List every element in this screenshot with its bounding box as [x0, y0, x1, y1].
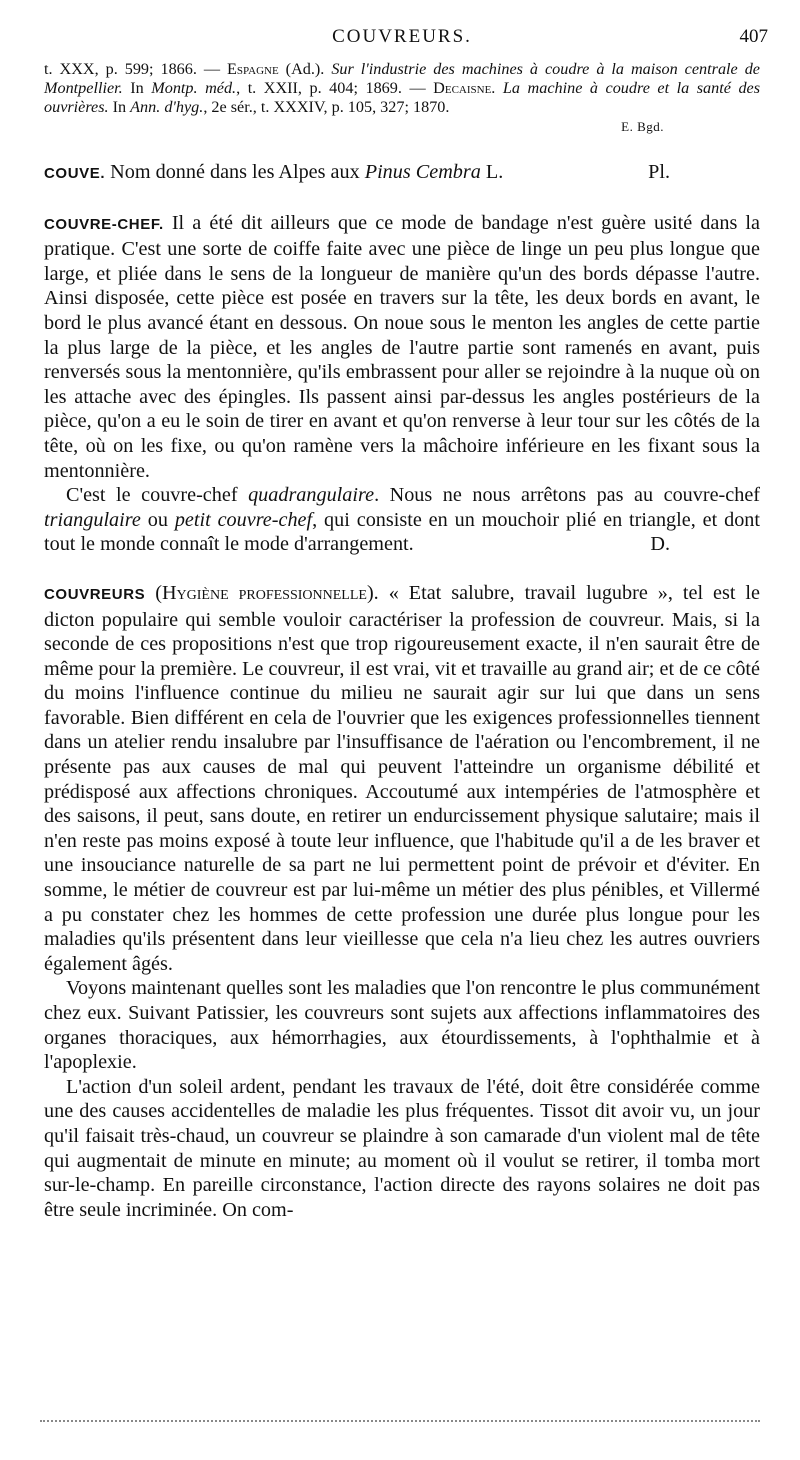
entry-paragraph: L'action d'un soleil ardent, pendant les travaux de l'été, doit être considérée comme une des causes accidentelles de maladie les plus fréquentes. Tissot dit avoir vu, un jour qu'il faisait très-chaud, un couvreur se plaindre à son camarade d'un violent mal de tête qui augmentait de minute en minute; au moment où il voulut se retirer, il tomba mort sur-le-champ. En pareille circonstance, l'action directe des rayons solaires ne doit pas être seule incriminée. On com-	[44, 1075, 760, 1221]
entry-text: ou	[140, 508, 175, 531]
entry-text: , qui consiste en un mouchoir plié en triangle, et dont tout le monde connaît le mode d'arrangement.	[44, 508, 761, 556]
biblio-text: , 2e sér., t. XXXIV, p. 105, 327; 1870.	[203, 98, 450, 116]
entry-couve-text	[44, 160, 760, 187]
bibliography-continuation	[44, 60, 760, 136]
biblio-signature: E. Bgd.	[621, 119, 664, 134]
biblio-text: , t. XXII, p. 404; 1869. —	[236, 79, 434, 97]
author-signature: Pl.	[648, 161, 670, 183]
entry-text: L.	[480, 161, 504, 183]
entry-text: « Etat salubre, travail lugubre », tel est le dicton populaire qui semble vouloir caractériser la profession de couvreur. Mais, si la seconde de ces propositions n'est que trop rigoureusement exacte, il n'en saurait être de même pour la première. Le couvreur, il est vrai, vit et travaille au grand air; et de ce côté du moins l'influence continue du milieu ne saurait agir sur lui que dans un sens favorable. Bien différent en cela de l'ouvrier que les exigences professionnelles tiennent dans un atelier rendu insalubre par l'insuffisance de l'aération ou l'encombrement, il ne présente pas aux causes de mal qui peuvent l'atteindre un organisme débilité et prédisposé aux affections chroniques. Accoutumé aux intempéries de l'atmosphère et des saisons, il peut, sans doute, en retirer un endurcissement physique salutaire; mais il n'en reste pas moins exposé à toute leur influence, que l'habitude qu'il a de les braver et une insouciance naturelle de sa part ne lui permettent point de prévoir et d'éviter. En somme, le métier de couvreur est par lui-même un métier des plus pénibles, et Villermé a pu constater chez les hommes de cette profession une durée plus longue pour les maladies qu'ils présentent dans leur vieillesse que cela n'a lieu chez les autres ouvriers également âgés.	[44, 581, 761, 975]
biblio-text: In	[108, 98, 131, 116]
subheading: (Hygiène professionnelle).	[155, 581, 379, 604]
running-head	[44, 26, 768, 56]
headword: COUVRE-CHEF.	[44, 215, 164, 233]
entry-couvre-chef	[44, 211, 760, 557]
page-number: 407	[739, 26, 768, 47]
biblio-text: (Ad.).	[278, 60, 332, 78]
biblio-author: Decaisne.	[433, 79, 496, 97]
entry-text: C'est le couvre-chef	[66, 484, 249, 507]
entry-couve	[44, 160, 760, 187]
biblio-title: La machine à coudre et la santé des ouvrières.	[44, 79, 761, 116]
entry-emphasis: triangulaire	[44, 508, 141, 531]
biblio-journal: Ann. d'hyg.	[130, 98, 204, 116]
running-title: COUVREURS.	[332, 26, 472, 47]
entry-couvreurs	[44, 581, 760, 1222]
biblio-title: Sur l'industrie des machines à coudre à la maison centrale de Montpellier.	[44, 60, 760, 97]
author-signature: D.	[650, 533, 670, 556]
biblio-text: t. XXX, p. 599; 1866. —	[44, 60, 228, 78]
biblio-journal: Montp. méd.	[151, 79, 237, 97]
entry-text: Nom donné dans les Alpes aux	[105, 161, 365, 183]
footer-dotted-rule	[40, 1420, 760, 1424]
entry-emphasis: petit couvre-chef	[174, 508, 313, 531]
entry-paragraph	[44, 581, 760, 977]
species-name: Pinus Cembra	[364, 161, 481, 183]
entry-paragraph: Voyons maintenant quelles sont les maladies que l'on rencontre le plus communément chez eux. Suivant Patissier, les couvreurs sont sujets aux affections inflammatoires des organes thoraciques, aux hémorrhagies, aux étourdissements, à l'ophthalmie et à l'apoplexie.	[44, 977, 760, 1074]
biblio-text: In	[122, 79, 152, 97]
entry-text: . Nous ne nous arrêtons pas au couvre-chef	[374, 484, 760, 507]
biblio-author: Espagne	[227, 60, 279, 78]
biblio-text	[495, 79, 503, 97]
headword: COUVE.	[44, 165, 106, 182]
headword: COUVREURS	[44, 585, 146, 603]
entry-emphasis: quadrangulaire	[248, 484, 375, 507]
entry-paragraph	[44, 483, 760, 557]
entry-paragraph	[44, 211, 760, 484]
entry-text: Il a été dit ailleurs que ce mode de bandage n'est guère usité dans la pratique. C'est une sorte de coiffe faite avec une pièce de linge un peu plus longue que large, et pliée dans le sens de la longueur de manière qu'un des bords dépasse l'autre. Ainsi disposée, cette pièce est posée en travers sur la tête, les deux bords en avant, le bord le plus avancé étant en dessous. On noue sous le menton les angles de cette partie la plus large de la pièce, et les angles de l'autre partie sont ramenés en avant, puis renversés sous la mentonnière, qu'ils embrassent pour aller se rejoindre à la nuque où on les attache avec des épingles. Ils passent ainsi par-dessus les angles postérieurs de la pièce, qu'on a eu le soin de tirer en avant et qu'on renverse à leur tour sur les côtés de la tête, où on les fixe, ou qu'on ramène vers la mâchoire inférieure en les fixant sous la mentonnière.	[44, 211, 760, 482]
